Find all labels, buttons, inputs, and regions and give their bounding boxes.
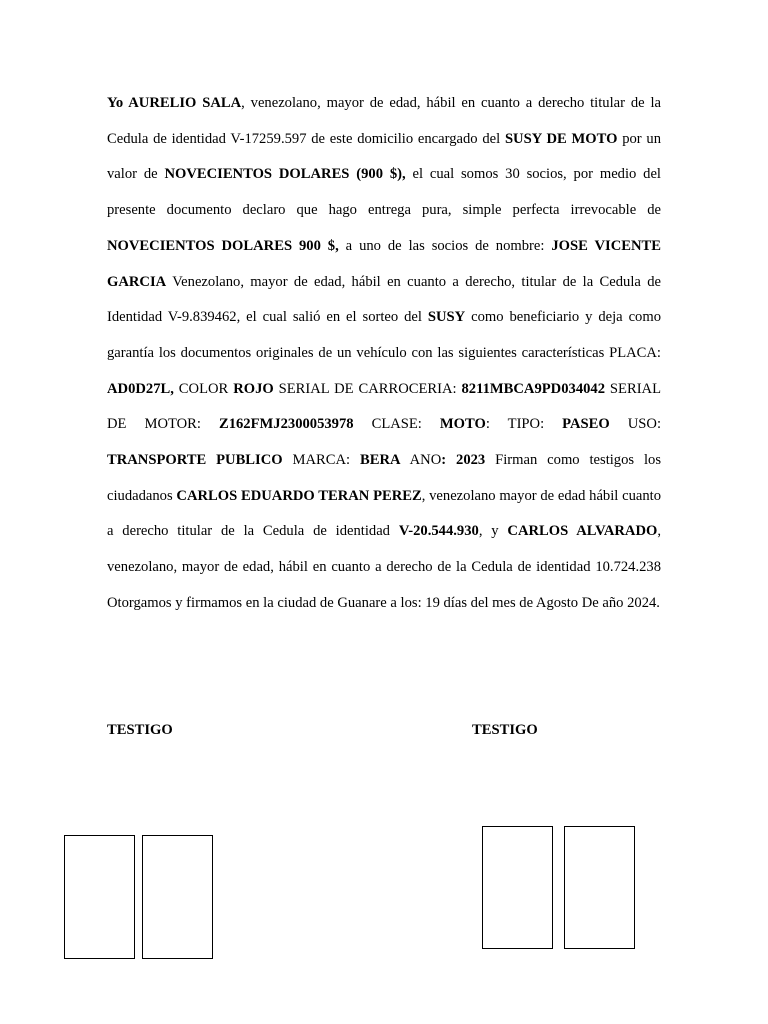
text-segment: 8211MBCA9PD034042 (461, 380, 606, 397)
text-segment: SERIAL DE CARROCERIA: (273, 380, 462, 397)
text-segment: Z162FMJ2300053978 (218, 416, 354, 433)
text-segment: PASEO (562, 416, 610, 433)
text-segment: SUSY (427, 309, 466, 326)
text-segment: por un valor de (107, 130, 661, 183)
text-segment: MOTO (439, 416, 486, 433)
text-segment: : 2023 (441, 452, 486, 469)
text-segment: Firman como testigos los ciudadanos (107, 452, 662, 504)
text-segment: , y (478, 523, 508, 540)
text-segment: SERIAL DE MOTOR: (107, 380, 662, 433)
declaration-paragraph (107, 86, 661, 622)
text-segment: V-20.544.930 (398, 523, 479, 540)
text-segment: JOSE VICENTE GARCIA (107, 237, 661, 290)
witness-label-right: TESTIGO (472, 722, 538, 738)
text-segment: SUSY DE MOTO (504, 130, 618, 147)
text-segment: a uno de las socios de nombre: (338, 237, 552, 254)
text-segment: USO: (609, 416, 661, 433)
text-segment: TRANSPORTE PUBLICO (107, 452, 283, 469)
text-segment: Yo AURELIO SALA (107, 95, 242, 111)
text-segment: CARLOS EDUARDO TERAN PEREZ (176, 487, 422, 504)
text-segment: Venezolano, mayor de edad, hábil en cuanto a derecho, titular de la Cedula de Identidad V-9.839462, el cual salió en el sorteo del (107, 273, 661, 326)
text-segment: , venezolano, mayor de edad, hábil en cuanto a derecho titular de la Cedula de identidad V-17259.597 de este domicilio encargado del (107, 95, 661, 147)
text-segment: , venezolano, mayor de edad, hábil en cuanto a derecho de la Cedula de identidad 10.724.238 Otorgamos y firmamos en la ciudad de Guanare a los: 19 días del mes de Agosto De año 2024. (107, 523, 661, 611)
text-segment: CARLOS ALVARADO (507, 523, 658, 540)
text-segment: NOVECIENTOS DOLARES 900 $, (107, 237, 339, 254)
right-signature-box-2 (564, 826, 635, 949)
text-segment: CLASE: (353, 416, 440, 433)
text-segment: NOVECIENTOS DOLARES (900 $), (164, 166, 406, 183)
right-signature-box-1 (482, 826, 553, 949)
text-segment: COLOR (173, 380, 234, 397)
text-segment: como beneficiario y deja como garantía los documentos originales de un vehículo con las siguientes características PLACA: (107, 309, 662, 361)
left-signature-box-1 (64, 835, 135, 959)
text-segment: el cual somos 30 socios, por medio del presente documento declaro que hago entrega pura, simple perfecta irrevocable de (107, 166, 661, 219)
text-segment: AD0D27L, (107, 380, 174, 397)
left-signature-box-2 (142, 835, 213, 959)
text-segment: ROJO (233, 380, 274, 397)
text-segment: MARCA: (282, 452, 360, 469)
text-segment: , venezolano mayor de edad hábil cuanto a derecho titular de la Cedula de identidad (107, 487, 661, 540)
text-segment: ANO (400, 452, 442, 469)
witness-label-left: TESTIGO (107, 722, 173, 738)
text-segment: : TIPO: (485, 416, 563, 433)
text-segment: BERA (360, 452, 401, 469)
